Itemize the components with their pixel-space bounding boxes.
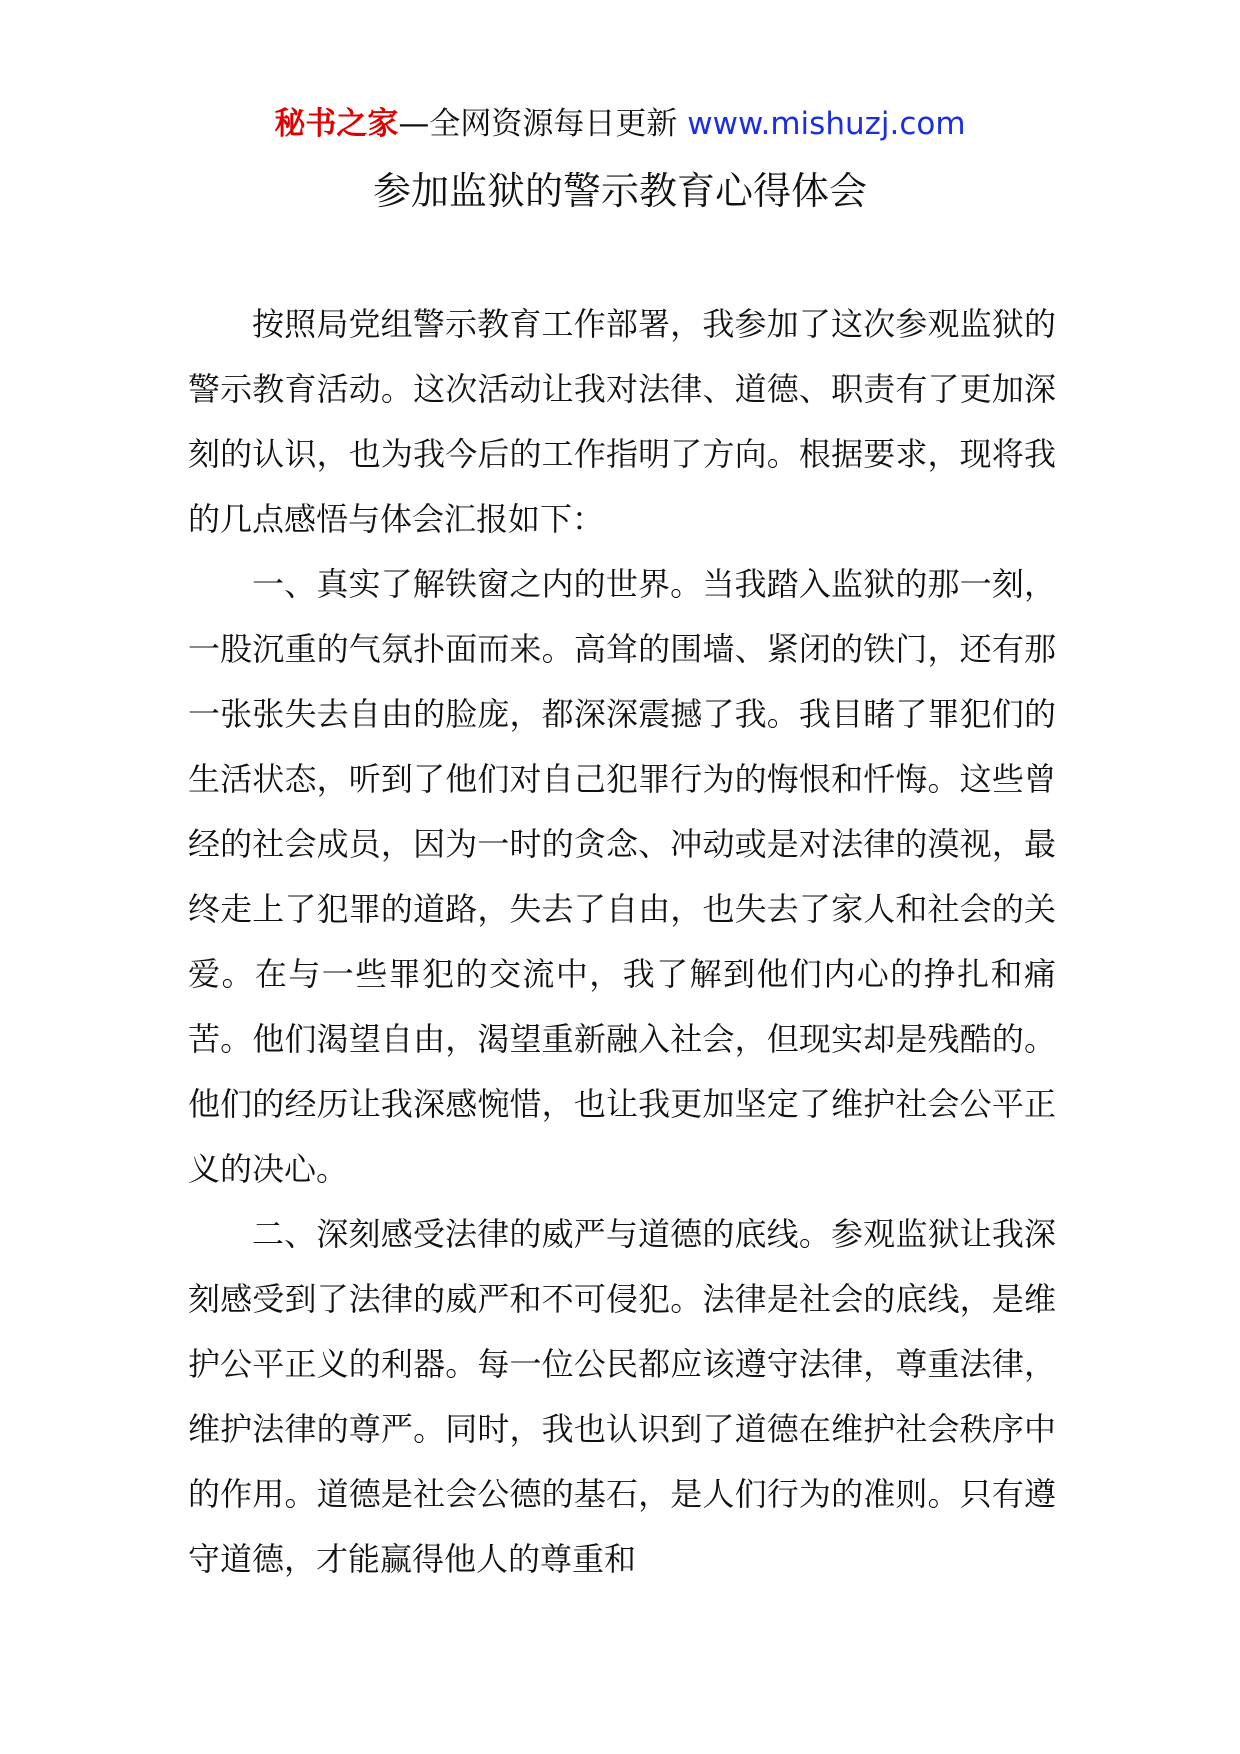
brand-name: 秘书之家	[274, 106, 399, 142]
document-title: 参加监狱的警示教育心得体会	[372, 169, 867, 213]
paragraph-section-2: 二、深刻感受法律的威严与道德的底线。参观监狱让我深刻感受到了法律的威严和不可侵犯。法律是社会的底线，是维护公平正义的利器。每一位公民都应该遵守法律，尊重法律，维护法律的尊严。同时，我也认识到了道德在维护社会秩序中的作用。道德是社会公德的基石，是人们行为的准则。只有遵守道德，才能赢得他人的尊重和	[188, 1215, 1056, 1578]
document-body	[188, 292, 1056, 1592]
paragraph-intro: 按照局党组警示教育工作部署，我参加了这次参观监狱的警示教育活动。这次活动让我对法律、道德、职责有了更加深刻的认识，也为我今后的工作指明了方向。根据要求，现将我的几点感悟与体会汇报如下：	[188, 305, 1056, 538]
site-url-link[interactable]: www.mishuzj.com	[687, 106, 966, 142]
header-tagline: —全网资源每日更新	[398, 106, 688, 142]
watermark-header	[0, 100, 1240, 148]
paragraph-section-1: 一、真实了解铁窗之内的世界。当我踏入监狱的那一刻，一股沉重的气氛扑面而来。高耸的围墙、紧闭的铁门，还有那一张张失去自由的脸庞，都深深震撼了我。我目睹了罪犯们的生活状态，听到了他们对自己犯罪行为的悔恨和忏悔。这些曾经的社会成员，因为一时的贪念、冲动或是对法律的漠视，最终走上了犯罪的道路，失去了自由，也失去了家人和社会的关爱。在与一些罪犯的交流中，我了解到他们内心的挣扎和痛苦。他们渴望自由，渴望重新融入社会，但现实却是残酷的。他们的经历让我深感惋惜，也让我更加坚定了维护社会公平正义的决心。	[188, 565, 1056, 1188]
